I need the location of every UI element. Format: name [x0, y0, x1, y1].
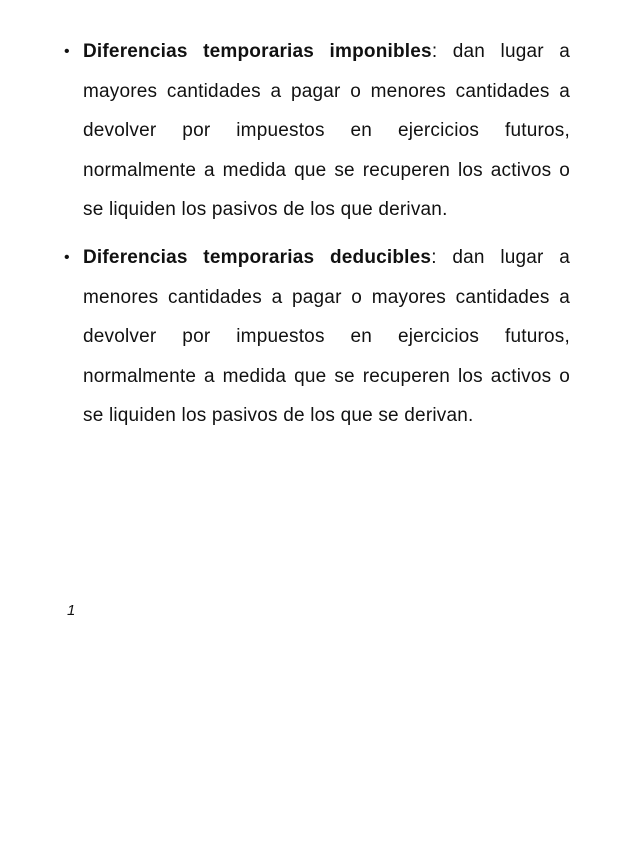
term-deductible-differences: Diferencias temporarias deducibles	[83, 246, 432, 268]
definition-deductible-differences: : dan lugar a menores cantidades a pagar o mayores cantidades a devolver por impuestos en ejercicios futuros, normalmente a medida que se recuperen los activos o se liquiden los pasivos de los que se derivan.	[83, 246, 570, 427]
bullet-icon: •	[64, 248, 70, 266]
definition-taxable-differences: : dan lugar a mayores cantidades a pagar o menores cantidades a devolver por impuestos en ejercicios futuros, normalmente a medida que se recuperen los activos o se liquiden los pasivos de los que derivan.	[83, 41, 571, 221]
bullet-icon: •	[64, 43, 70, 60]
footnote-number: 1	[67, 602, 76, 619]
list-item-taxable-differences	[62, 32, 570, 230]
term-taxable-differences: Diferencias temporarias imponibles	[83, 41, 432, 62]
definitions-list	[62, 32, 570, 444]
list-item-deductible-differences	[62, 238, 570, 436]
